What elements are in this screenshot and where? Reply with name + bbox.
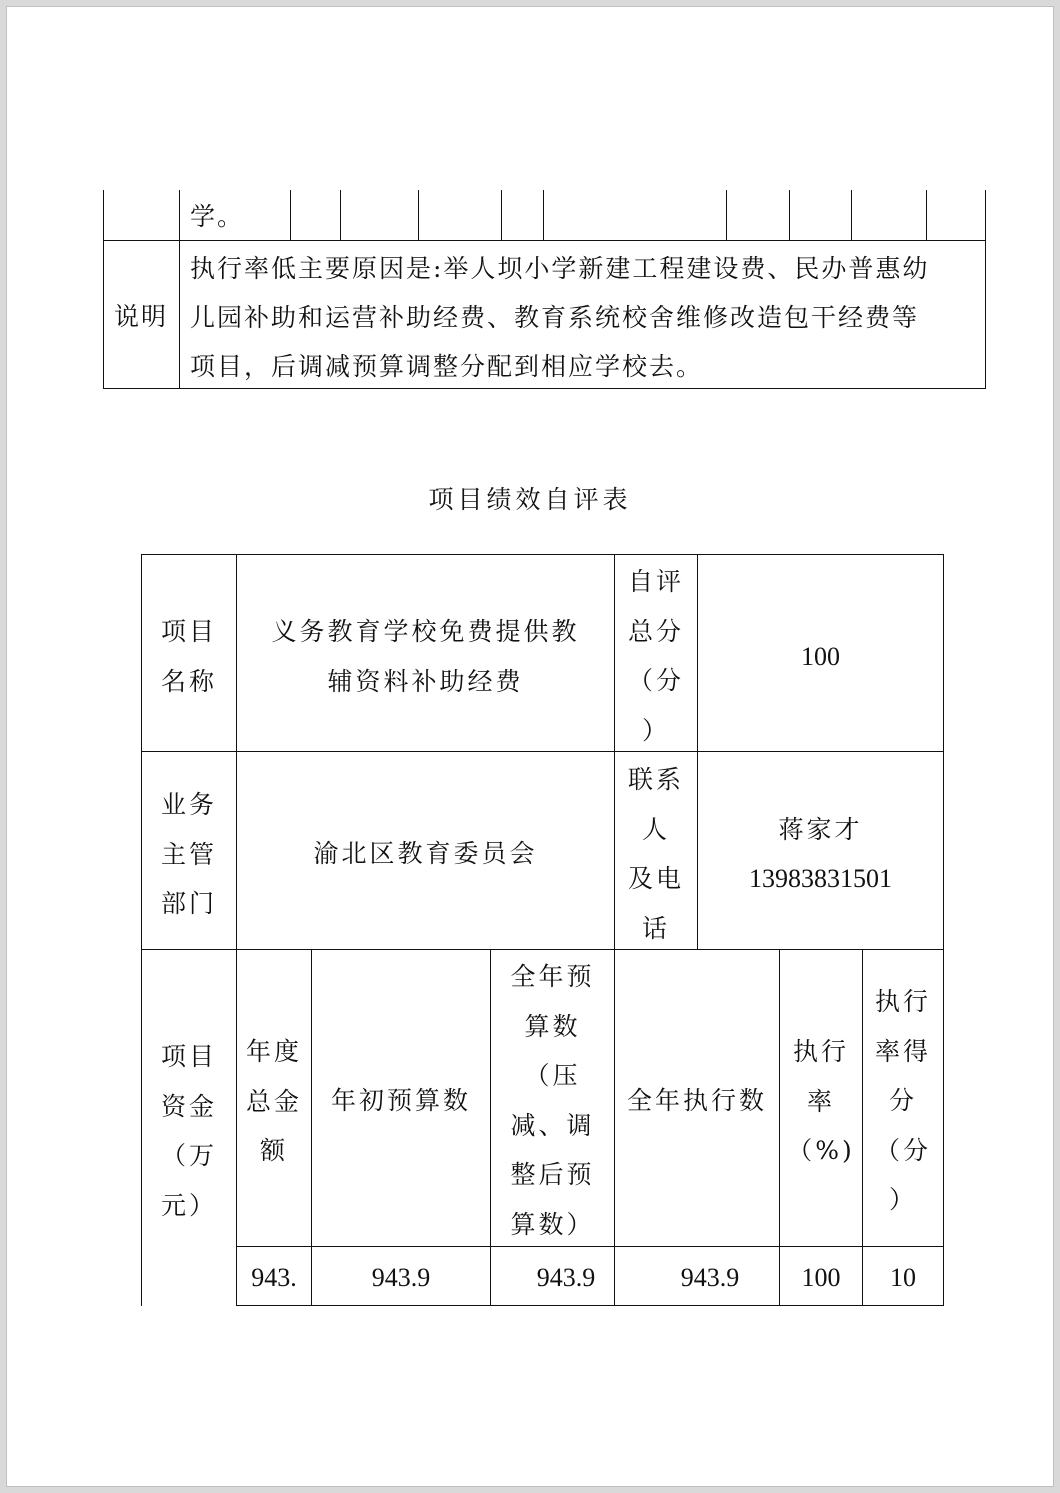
- self-score-value: 100: [801, 642, 840, 671]
- value-annual-total: 943.: [251, 1263, 297, 1292]
- value-adjusted-budget: 943.9: [536, 1263, 596, 1292]
- contact-label: 联系 人 及电 话: [627, 765, 684, 943]
- header-annual-total: 年度 总金 额: [245, 1037, 302, 1165]
- value-annual-execution: 943.9: [680, 1263, 740, 1292]
- note-line-1: 执行率低主要原因是:举人坝小学新建工程建设费、民办普惠幼: [190, 254, 930, 283]
- funds-label: 项目 资金 （万 元）: [160, 1042, 217, 1220]
- header-exec-rate: 执行 率 （%): [787, 1037, 855, 1165]
- value-exec-rate: 100: [801, 1263, 841, 1292]
- form-title: 项目绩效自评表: [428, 485, 632, 514]
- value-initial-budget: 943.9: [371, 1263, 431, 1292]
- project-name-label: 项目 名称: [160, 617, 217, 696]
- header-initial-budget: 年初预算数: [330, 1086, 471, 1115]
- note-line-2: 儿园补助和运营补助经费、教育系统校舍维修改造包干经费等: [190, 303, 920, 332]
- note-line-3: 项目，后调减预算调整分配到相应学校去。: [190, 352, 704, 381]
- note-label: 说明: [114, 302, 169, 331]
- header-exec-rate-score: 执行 率得 分 （分 ）: [874, 987, 931, 1214]
- value-exec-rate-score: 10: [890, 1263, 916, 1292]
- header-annual-execution: 全年执行数: [626, 1086, 767, 1115]
- prev-row-text: 学。: [190, 202, 245, 231]
- dept-value: 渝北区教育委员会: [313, 839, 538, 868]
- contact-phone: 13983831501: [749, 864, 892, 893]
- dept-label: 业务 主管 部门: [160, 790, 217, 918]
- contact-name: 蒋家才: [778, 815, 863, 844]
- project-name-value: 义务教育学校免费提供教 辅资料补助经费: [271, 617, 580, 696]
- header-adjusted-budget: 全年预 算数 （压 减、调 整后预 算数）: [510, 962, 595, 1239]
- self-score-label: 自评 总分 （分 ）: [627, 567, 684, 745]
